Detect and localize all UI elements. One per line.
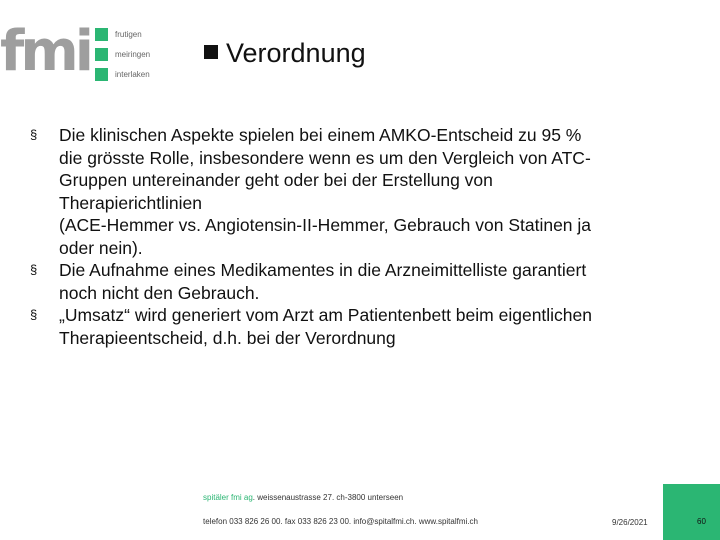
slide-title <box>204 36 366 70</box>
page-number: 60 <box>697 517 706 526</box>
bullet-marker-icon: § <box>30 262 38 277</box>
bullet-line: Die klinischen Aspekte spielen bei einem AMKO-Entscheid zu 95 % <box>59 125 582 145</box>
bullet-line: die grösste Rolle, insbesondere wenn es um den Vergleich von ATC- <box>59 147 591 168</box>
slide-title-text: Verordnung <box>226 38 366 68</box>
fmi-logo <box>0 19 190 84</box>
bullet-item <box>30 304 680 349</box>
footer-contact: telefon 033 826 26 00. fax 033 826 23 00. info@spitalfmi.ch. www.spitalfmi.ch <box>203 517 478 526</box>
logo-label-meiringen: meiringen <box>115 50 151 59</box>
logo-square-3 <box>95 68 108 81</box>
footer-green-block <box>663 484 720 540</box>
slide-date: 9/26/2021 <box>612 518 648 527</box>
footer-address <box>203 493 403 502</box>
footer-address-text: . weissenaustrasse 27. ch-3800 unterseen <box>252 493 404 502</box>
logo-label-frutigen: frutigen <box>115 30 142 39</box>
bullet-line: „Umsatz“ wird generiert vom Arzt am Patientenbett beim eigentlichen <box>59 305 593 325</box>
bullet-line: Therapieentscheid, d.h. bei der Verordnung <box>59 327 396 348</box>
footer-brand: spitäler fmi ag <box>203 493 253 502</box>
logo-label-interlaken: interlaken <box>115 70 150 79</box>
logo-square-1 <box>95 28 108 41</box>
bullet-marker-icon: § <box>30 307 38 322</box>
bullet-item <box>30 259 680 304</box>
logo-wordmark: fmi <box>0 19 90 84</box>
bullet-line: (ACE-Hemmer vs. Angiotensin-II-Hemmer, Gebrauch von Statinen ja <box>59 215 592 235</box>
bullet-line: Gruppen untereinander geht oder bei der Erstellung von <box>59 170 493 190</box>
bullet-line: noch nicht den Gebrauch. <box>59 282 260 303</box>
bullet-line: oder nein). <box>59 237 143 258</box>
logo-square-2 <box>95 48 108 61</box>
bullet-item <box>30 124 680 259</box>
title-square-icon <box>204 45 218 59</box>
bullet-line: Therapierichtlinien <box>59 192 202 213</box>
bullet-list <box>30 124 680 349</box>
bullet-line: Die Aufnahme eines Medikamentes in die Arzneimittelliste garantiert <box>59 260 587 280</box>
bullet-marker-icon: § <box>30 127 38 142</box>
